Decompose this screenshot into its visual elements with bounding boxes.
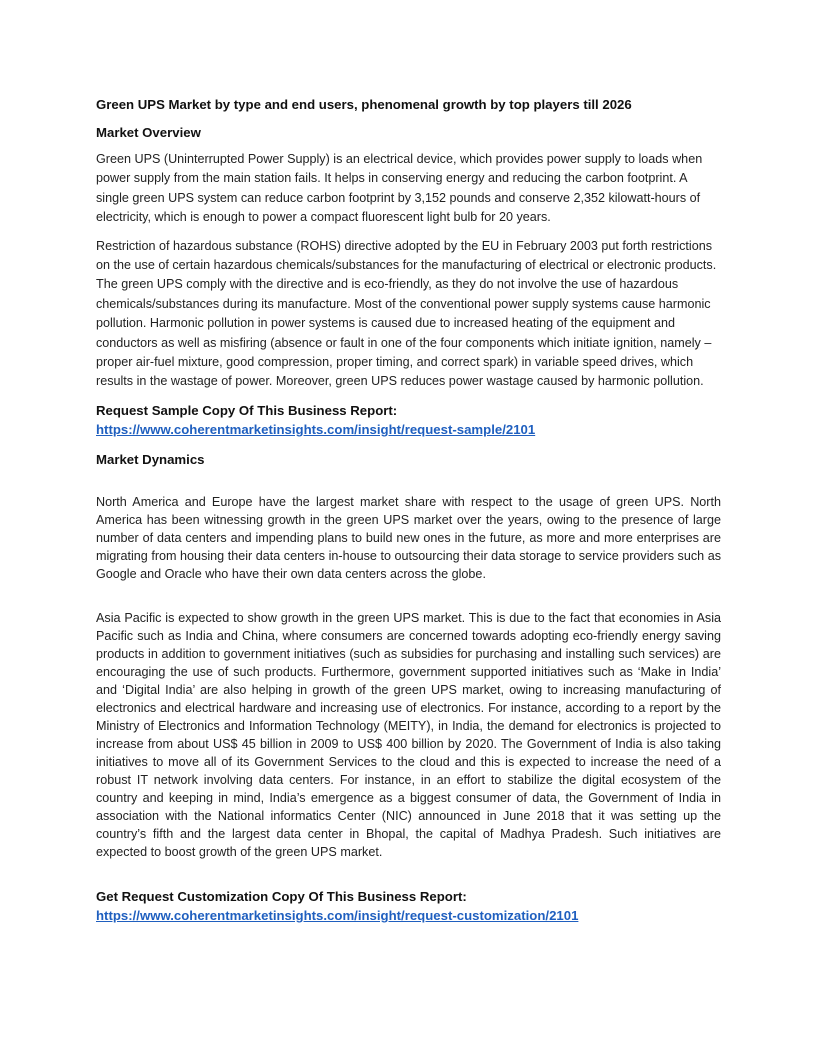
market-overview-heading: Market Overview	[96, 125, 201, 140]
customization-request-label: Get Request Customization Copy Of This Business Report:	[96, 888, 467, 904]
dynamics-paragraph-1: North America and Europe have the largest market share with respect to the usage of green UPS. North America has been witnessing growth in the green UPS market over the years, owing to the presence of large number of data centers and impending plans to build new ones in the future, as more and more enterprises are migrating from housing their data centers in-house to outsourcing their data storage to service providers such as Google and Oracle who have their own data centers across the globe.	[96, 494, 721, 581]
market-dynamics-heading: Market Dynamics	[96, 451, 205, 467]
spacer	[96, 870, 721, 887]
overview-paragraph-2: Restriction of hazardous substance (ROHS) directive adopted by the EU in February 2003 put forth restrictions on the use of certain hazardous chemicals/substances for the manufacturing of electrical or electronic products. The green UPS comply with the directive and is eco-friendly, as they do not involve the use of hazardous chemicals/substances during its manufacture. Most of the conventional power supply systems cause harmonic pollution. Harmonic pollution in power systems is caused due to increased heating of the equipment and conductors as well as misfiring (absence or fault in one of the four components which initiate ignition, namely – proper air-fuel mixture, good compression, proper timing, and correct spark) in variable speed drives, which results in the wastage of power. Moreover, green UPS reduces power wastage caused by harmonic pollution.	[96, 238, 717, 389]
document-page	[96, 96, 721, 937]
customization-request-link[interactable]: https://www.coherentmarketinsights.com/insight/request-customization/2101	[96, 907, 579, 923]
spacer	[96, 477, 721, 493]
dynamics-paragraph-2: Asia Pacific is expected to show growth in the green UPS market. This is due to the fact that economies in Asia Pacific such as India and China, where consumers are concerned towards adopting eco-friendly energy saving products in addition to government initiatives (such as subsidies for purchasing and installing such services) are encouraging the use of such products. Furthermore, government supported initiatives such as ‘Make in India’ and ‘Digital India’ are also helping in growth of the green UPS market, owing to increasing manufacturing of electronics and electrical hardware and increasing use of electronics. For instance, according to a report by the Ministry of Electronics and Information Technology (MEITY), in India, the demand for electronics is projected to increase from about US$ 45 billion in 2009 to US$ 400 billion by 2020. The Government of India is also taking initiatives to move all of its Government Services to the cloud and this is expected to increase the need of a robust IT network involving data centers. For instance, in an effort to stabilize the digital ecosystem of the country and keeping in mind, India’s emergence as a biggest consumer of data, the Government of India in association with the National informatics Center (NIC) announced in June 2018 that it was setting up the country’s fifth and the largest data center in Bhopal, the capital of Madhya Pradesh. Such initiatives are expected to boost growth of the green UPS market.	[96, 610, 721, 859]
document-title: Green UPS Market by type and end users, phenomenal growth by top players till 2026	[96, 97, 632, 112]
overview-paragraph-1: Green UPS (Uninterrupted Power Supply) is an electrical device, which provides power supply to loads when power supply from the main station fails. It helps in conserving energy and reducing the carbon footprint. A single green UPS system can reduce carbon footprint by 3,152 pounds and conserve 2,352 kilowatt-hours of electricity, which is enough to power a compact fluorescent light bulb for 20 years.	[96, 152, 703, 225]
spacer	[96, 592, 721, 609]
sample-request-link[interactable]: https://www.coherentmarketinsights.com/insight/request-sample/2101	[96, 421, 536, 437]
sample-request-label: Request Sample Copy Of This Business Report:	[96, 402, 398, 418]
